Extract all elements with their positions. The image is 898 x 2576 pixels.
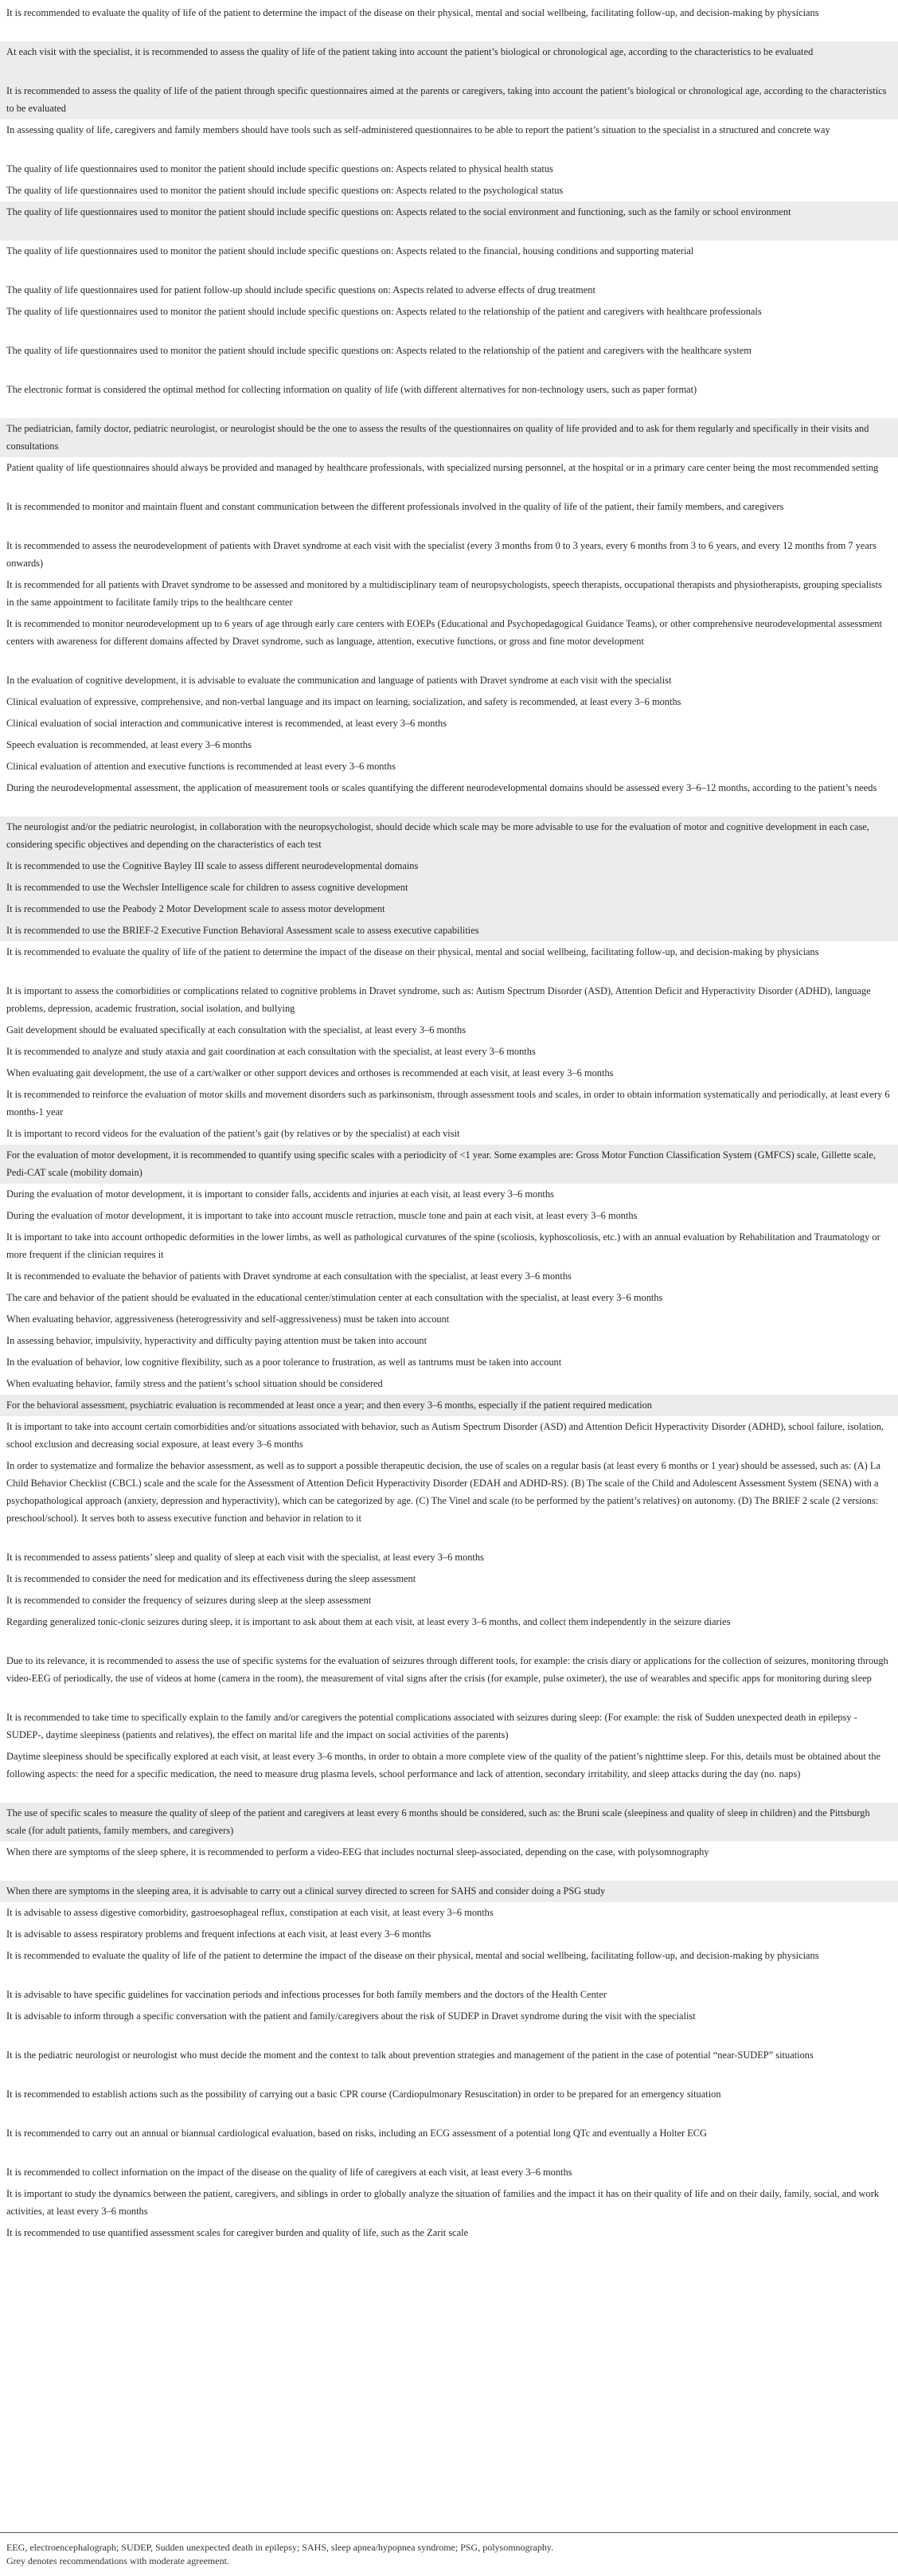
recommendation-row: It is recommended to consider the frequency of seizures during sleep at the sleep assessment [6, 1595, 372, 1606]
recommendation-row: It is recommended to use quantified assessment scales for caregiver burden and quality of life, such as the Zarit scale [6, 2227, 469, 2238]
recommendation-row: At each visit with the specialist, it is recommended to assess the quality of life of the patient taking into account the patient’s biological or chronological age, according to the characteristics to be evaluated [0, 41, 898, 80]
recommendation-row: In the evaluation of cognitive development, it is advisable to evaluate the communication and language of patients with Dravet syndrome at each visit with the specialist [6, 675, 672, 686]
recommendation-row: Gait development should be evaluated specifically at each consultation with the specialist, at least every 3–6 months [6, 1024, 467, 1035]
recommendation-row: Patient quality of life questionnaires should always be provided and managed by healthcare professionals, with specialized nursing personnel, at the hospital or in a primary care center being the most recommended setting [6, 462, 879, 473]
recommendation-row: The quality of life questionnaires used to monitor the patient should include specific questions on: Aspects related to the social environment and functioning, such as the family or school environment [0, 202, 898, 241]
recommendation-row: It is important to record videos for the evaluation of the patient’s gait (by relatives or by the specialist) at each visit [6, 1128, 460, 1139]
recommendation-row: The quality of life questionnaires used to monitor the patient should include specific questions on: Aspects related to the relationship of the patient and caregivers with the healthcare system [6, 345, 752, 356]
recommendation-row: It is the pediatric neurologist or neurologist who must decide the moment and the context to talk about prevention strategies and management of the patient in the case of potential “near-SUDEP” situations [6, 2049, 814, 2061]
recommendation-row: It is advisable to have specific guidelines for vaccination periods and infectious processes for both family members and the doctors of the Health Center [6, 1989, 607, 2000]
recommendation-row: During the neurodevelopmental assessment, the application of measurement tools or scales quantifying the different neurodevelopmental domains should be assessed every 3–6–12 months, according to the patient’s needs [6, 782, 877, 793]
recommendation-row: It is recommended to take time to specifically explain to the family and/or caregivers the potential complications associated with seizures during sleep: (For example: the risk of Sudden unexpected death in epilepsy -SUDEP-, daytime sleepiness (patients and relatives), the effect on marital life and the impact on social activities of the parents) [6, 1712, 857, 1740]
recommendation-row: When evaluating behavior, aggressiveness (heterogressivity and self-aggressiveness) must be taken into account [6, 1313, 450, 1325]
recommendation-row: It is recommended to assess patients’ sleep and quality of sleep at each visit with the specialist, at least every 3–6 months [6, 1552, 484, 1563]
recommendation-row: For the behavioral assessment, psychiatric evaluation is recommended at least once a year; and then every 3–6 months, especially if the patient required medication [0, 1395, 898, 1416]
recommendation-row: During the evaluation of motor development, it is important to consider falls, accidents and injuries at each visit, at least every 3–6 months [6, 1188, 554, 1200]
recommendation-row: It is recommended to establish actions such as the possibility of carrying out a basic CPR course (Cardiopulmonary Resuscitation) in order to be prepared for an emergency situation [6, 2089, 721, 2100]
recommendation-row: It is recommended to evaluate the behavior of patients with Dravet syndrome at each consultation with the specialist, at least every 3–6 months [6, 1270, 572, 1282]
recommendation-row: Speech evaluation is recommended, at least every 3–6 months [6, 739, 252, 750]
recommendation-row: The quality of life questionnaires used to monitor the patient should include specific questions on: Aspects related to the financial, housing conditions and supporting material [6, 245, 694, 256]
recommendation-row: It is recommended to use the Cognitive Bayley III scale to assess different neurodevelopmental domains [0, 855, 898, 877]
recommendation-row: Clinical evaluation of expressive, comprehensive, and non-verbal language and its impact on learning, socialization, and safety is recommended, at least every 3–6 months [6, 696, 681, 707]
recommendation-row: In order to systematize and formalize the behavior assessment, as well as to support a possible therapeutic decision, the use of scales on a regular basis (at least every 6 months or 1 year) should be assessed, such as: (A) La Child Behavior Checklist (CBCL) scale and the scale for the Assessment of Attention Deficit Hyperactivity Disorder (EDAH and ADHD-RS). (B) The scale of the Child and Adolescent Assessment System (SENA) with a psychopathological approach (anxiety, depression and hyperactivity), which can be categorized by age. (C) The Vinel and scale (to be performed by the patient’s relatives) on autonomy. (D) The BRIEF 2 scale (2 versions: preschool/school). It serves both to assess executive function and behavior in relation to it [6, 1460, 880, 1524]
recommendation-row: It is important to take into account orthopedic deformities in the lower limbs, as well as pathological curvatures of the spine (scoliosis, kyphoscoliosis, etc.) with an annual evaluation by Rehabilitation and Traumatology or more frequent if the clinician requires it [6, 1231, 880, 1260]
recommendation-row: It is recommended to consider the need for medication and its effectiveness during the sleep assessment [6, 1573, 416, 1584]
recommendation-row: For the evaluation of motor development, it is recommended to quantify using specific scales with a periodicity of <1 year. Some examples are: Gross Motor Function Classification System (GMFCS) scale, Gillette scale, Pedi-CAT scale (mobility domain) [0, 1145, 898, 1184]
recommendation-row: It is recommended to analyze and study ataxia and gait coordination at each consultation with the specialist, at least every 3–6 months [6, 1046, 536, 1057]
recommendation-row: It is recommended to reinforce the evaluation of motor skills and movement disorders such as parkinsonism, through assessment tools and scales, in order to obtain information systematically and periodically, at least every 6 months-1 year [6, 1089, 890, 1118]
recommendation-row: It is recommended to use the Wechsler Intelligence scale for children to assess cognitive development [0, 877, 898, 898]
recommendation-row: It is important to study the dynamics between the patient, caregivers, and siblings in order to globally analyze the situation of families and the impact it has on their quality of life and on their daily, family, social, and work activities, at least every 3–6 months [6, 2188, 880, 2217]
recommendation-row: The pediatrician, family doctor, pediatric neurologist, or neurologist should be the one to assess the results of the questionnaires on quality of life provided and to ask for them regularly and specifically in their visits and consultations [0, 418, 898, 457]
recommendation-row: It is recommended for all patients with Dravet syndrome to be assessed and monitored by a multidisciplinary team of neuropsychologists, speech therapists, occupational therapists and physiotherapists, grouping specialists in the same appointment to facilitate family trips to the healthcare center [6, 579, 882, 608]
recommendation-row: It is important to assess the comorbidities or complications related to cognitive problems in Dravet syndrome, such as: Autism Spectrum Disorder (ASD), Attention Deficit and Hyperactivity Disorder (ADHD), language problems, depression, academic frustration, social isolation, and bullying [6, 985, 871, 1014]
recommendation-row: It is recommended to evaluate the quality of life of the patient to determine the impact of the disease on their physical, mental and social wellbeing, facilitating follow-up, and decision-making by physicians [6, 7, 819, 18]
recommendation-row: Due to its relevance, it is recommended to assess the use of specific systems for the evaluation of seizures through different tools, for example: the crisis diary or applications for the collection of seizures, monitoring through video-EEG of periodically, the use of videos at home (camera in the room), the measurement of vital signs after the crisis (for example, pulse oximeter), the use of wearables and specific apps for monitoring during sleep [6, 1655, 888, 1684]
recommendation-row: Daytime sleepiness should be specifically explored at each visit, at least every 3–6 months, in order to obtain a more complete view of the quality of the patient’s nighttime sleep. For this, details must be obtained about the following aspects: the need for a specific medication, the need to measure drug plasma levels, school performance and lack of attention, secondary irritability, and sleep attacks during the day (no. naps) [6, 1751, 881, 1779]
recommendation-row: Regarding generalized tonic-clonic seizures during sleep, it is important to ask about them at each visit, at least every 3–6 months, and collect them independently in the seizure diaries [6, 1616, 731, 1627]
recommendation-row: When evaluating behavior, family stress and the patient’s school situation should be considered [6, 1378, 383, 1389]
recommendation-row: Clinical evaluation of attention and executive functions is recommended at least every 3–6 months [6, 761, 396, 772]
recommendation-row: It is advisable to assess respiratory problems and frequent infections at each visit, at least every 3–6 months [6, 1928, 431, 1940]
recommendation-row: It is advisable to assess digestive comorbidity, gastroesophageal reflux, constipation at each visit, at least every 3–6 months [6, 1907, 494, 1918]
recommendation-row: It is important to take into account certain comorbidities and/or situations associated with behavior, such as Autism Spectrum Disorder (ASD) and Attention Deficit Hyperactivity Disorder (ADHD), school failure, isolation, school exclusion and decreasing social exposure, at least every 3–6 months [6, 1421, 884, 1450]
table-footnote [6, 2541, 890, 2568]
recommendation-row: It is recommended to evaluate the quality of life of the patient to determine the impact of the disease on their physical, mental and social wellbeing, facilitating follow-up, and decision-making by physicians [6, 946, 819, 957]
recommendation-row: It is recommended to evaluate the quality of life of the patient to determine the impact of the disease on their physical, mental and social wellbeing, facilitating follow-up, and decision-making by physicians [6, 1950, 819, 1961]
recommendation-row: The electronic format is considered the optimal method for collecting information on quality of life (with different alternatives for non-technology users, such as paper format) [6, 384, 697, 395]
recommendation-row: It is recommended to monitor neurodevelopment up to 6 years of age through early care centers with EOEPs (Educational and Psychopedagogical Guidance Teams), or other comprehensive neurodevelopmental assessment centers with awareness for different domains affected by Dravet syndrome, such as language, attention, executive functions, or gross and fine motor development [6, 618, 882, 647]
recommendation-row: During the evaluation of motor development, it is important to take into account muscle retraction, muscle tone and pain at each visit, at least every 3–6 months [6, 1210, 638, 1221]
abbreviations-note: EEG, electroencephalograph; SUDEP, Sudden unexpected death in epilepsy; SAHS, sleep apnea/hypopnea syndrome; PSG, polysomnography. [6, 2542, 554, 2553]
grey-legend-note: Grey denotes recommendations with moderate agreement. [6, 2555, 229, 2566]
recommendation-row: In the evaluation of behavior, low cognitive flexibility, such as a poor tolerance to frustration, as well as tantrums must be taken into account [6, 1357, 562, 1368]
recommendation-row: In assessing quality of life, caregivers and family members should have tools such as self-administered questionnaires to be able to report the patient’s situation to the specialist in a structured and concrete way [6, 124, 830, 135]
recommendation-row: The use of specific scales to measure the quality of sleep of the patient and caregivers at least every 6 months should be considered, such as: the Bruni scale (sleepiness and quality of sleep in children) and the Pittsburgh scale (for adult patients, family members, and caregivers) [0, 1803, 898, 1842]
recommendation-row: It is recommended to assess the neurodevelopment of patients with Dravet syndrome at each visit with the specialist (every 3 months from 0 to 3 years, every 6 months from 3 to 6 years, and every 12 months from 7 years onwards) [6, 540, 877, 569]
recommendation-row: It is recommended to use the Peabody 2 Motor Development scale to assess motor development [0, 898, 898, 920]
recommendation-row: It is advisable to inform through a specific conversation with the patient and family/caregivers about the risk of SUDEP in Dravet syndrome during the visit with the specialist [6, 2010, 696, 2022]
recommendation-row: It is recommended to assess the quality of life of the patient through specific questionnaires aimed at the parents or caregivers, taking into account the patient’s biological or chronological age, according to the characteristics to be evaluated [0, 80, 898, 119]
recommendation-row: The quality of life questionnaires used to monitor the patient should include specific questions on: Aspects related to physical health status [6, 163, 553, 174]
recommendation-row: It is recommended to carry out an annual or biannual cardiological evaluation, based on risks, including an ECG assessment of a potential long QTc and eventually a Holter ECG [6, 2128, 707, 2139]
recommendations-table [0, 2, 898, 2244]
recommendation-row: The quality of life questionnaires used to monitor the patient should include specific questions on: Aspects related to the psychological status [6, 185, 564, 196]
table-bottom-rule [0, 2532, 898, 2533]
recommendation-row: Clinical evaluation of social interaction and communicative interest is recommended, at least every 3–6 months [6, 718, 447, 729]
recommendation-row: The quality of life questionnaires used to monitor the patient should include specific questions on: Aspects related to the relationship of the patient and caregivers with healthcare professionals [6, 306, 762, 317]
recommendation-row: It is recommended to collect information on the impact of the disease on the quality of life of caregivers at each visit, at least every 3–6 months [6, 2167, 572, 2178]
recommendation-row: When there are symptoms of the sleep sphere, it is recommended to perform a video-EEG that includes nocturnal sleep-associated, depending on the case, with polysomnography [6, 1846, 709, 1858]
recommendation-row: When there are symptoms in the sleeping area, it is advisable to carry out a clinical survey directed to screen for SAHS and consider doing a PSG study [0, 1881, 898, 1902]
recommendation-row: In assessing behavior, impulsivity, hyperactivity and difficulty paying attention must be taken into account [6, 1335, 428, 1346]
recommendation-row: When evaluating gait development, the use of a cart/walker or other support devices and orthoses is recommended at each visit, at least every 3–6 months [6, 1067, 614, 1079]
recommendation-row: The quality of life questionnaires used for patient follow-up should include specific questions on: Aspects related to adverse effects of drug treatment [6, 284, 595, 296]
recommendation-row: It is recommended to use the BRIEF-2 Executive Function Behavioral Assessment scale to assess executive capabilities [0, 920, 898, 942]
recommendation-row: It is recommended to monitor and maintain fluent and constant communication between the different professionals involved in the quality of life of the patient, their family members, and caregivers [6, 501, 784, 512]
recommendation-row: The neurologist and/or the pediatric neurologist, in collaboration with the neuropsychologist, should decide which scale may be more advisable to use for the evaluation of motor and cognitive development in each case, considering specific objectives and depending on the characteristics of each test [0, 816, 898, 855]
recommendation-row: The care and behavior of the patient should be evaluated in the educational center/stimulation center at each consultation with the specialist, at least every 3–6 months [6, 1292, 663, 1303]
